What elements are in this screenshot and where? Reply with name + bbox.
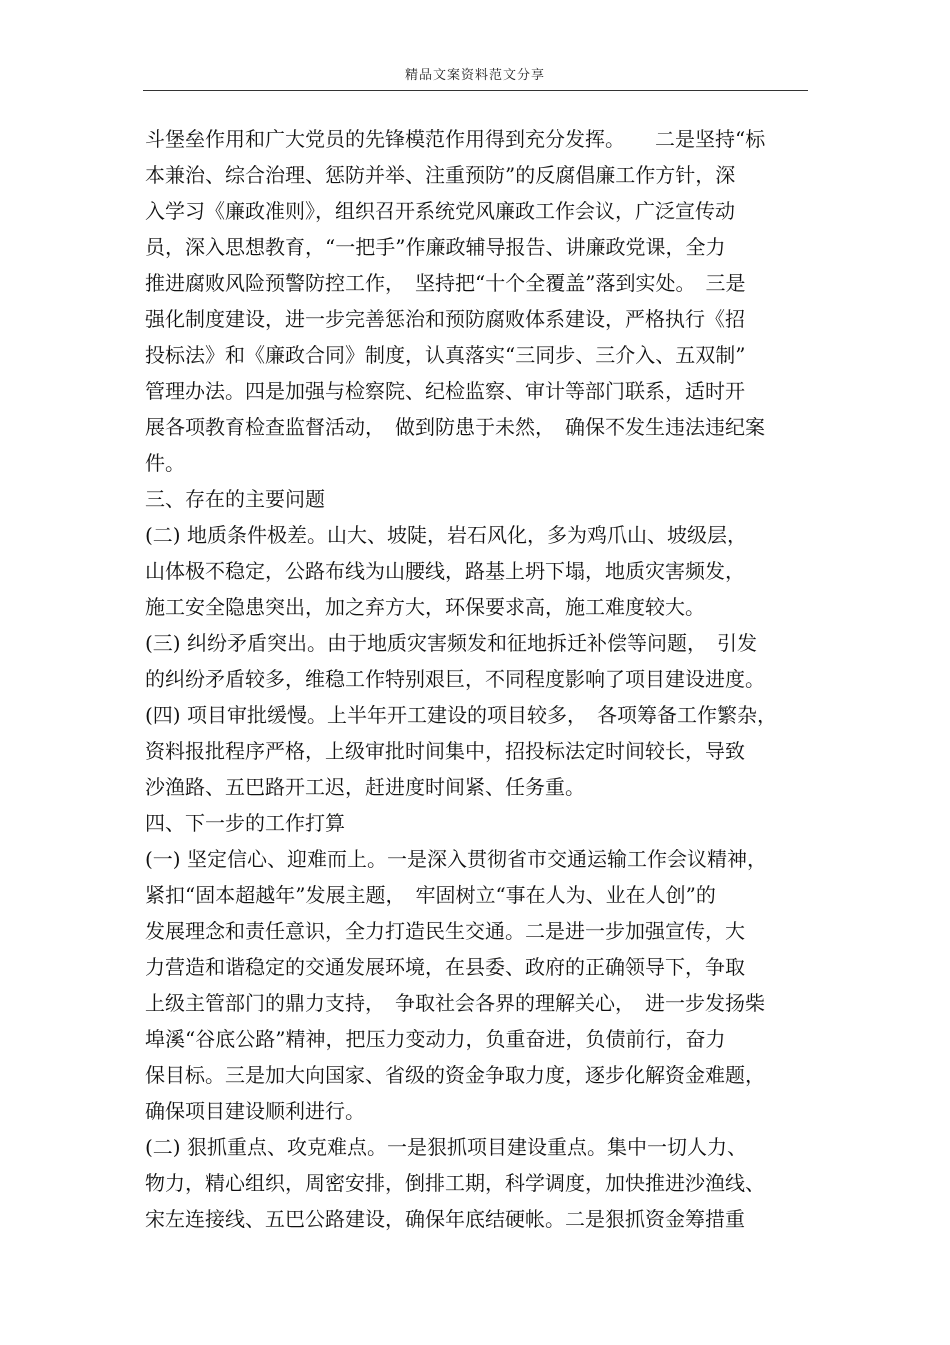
text-line: 本兼治、综合治理、惩防并举、注重预防”的反腐倡廉工作方针，深: [145, 163, 736, 187]
text-line: (三) 纠纷矛盾突出。由于地质灾害频发和征地拆迁补偿等问题， 引发: [145, 631, 757, 655]
text-line: 入学习《廉政准则》，组织召开系统党风廉政工作会议，广泛宣传动: [145, 199, 735, 223]
text-line: 三、存在的主要问题: [145, 487, 325, 511]
text-line: 员，深入思想教育，“一把手”作廉政辅导报告、讲廉政党课，全力: [145, 235, 726, 259]
text-line: 强化制度建设，进一步完善惩治和预防腐败体系建设，严格执行《招: [145, 307, 745, 331]
page-header: 精品文案资料范文分享: [404, 68, 545, 83]
text-line: (二) 地质条件极差。山大、坡陡，岩石风化，多为鸡爪山、坡级层，: [145, 523, 747, 547]
text-line: 保目标。三是加大向国家、省级的资金争取力度，逐步化解资金难题，: [145, 1063, 765, 1087]
text-line: 上级主管部门的鼎力支持， 争取社会各界的理解关心， 进一步发扬柴: [145, 991, 765, 1015]
text-line: 宋左连接线、五巴公路建设，确保年底结硬帐。二是狠抓资金筹措重: [145, 1207, 745, 1231]
document-body: [145, 121, 810, 1237]
text-line: 展各项教育检查监督活动， 做到防患于未然， 确保不发生违法违纪案: [145, 415, 765, 439]
text-line: 斗堡垒作用和广大党员的先锋模范作用得到充分发挥。 二是坚持“标: [145, 127, 766, 151]
header-divider: [143, 90, 808, 91]
text-line: (二) 狠抓重点、攻克难点。一是狠抓项目建设重点。集中一切人力、: [145, 1135, 747, 1159]
text-line: 推进腐败风险预警防控工作， 坚持把“十个全覆盖”落到实处。 三是: [145, 271, 746, 295]
text-line: 的纠纷矛盾较多，维稳工作特别艰巨，不同程度影响了项目建设进度。: [145, 667, 765, 691]
text-line: 件。: [145, 451, 185, 475]
text-line: (四) 项目审批缓慢。上半年开工建设的项目较多， 各项筹备工作繁杂，: [145, 703, 777, 727]
text-line: 物力，精心组织，周密安排，倒排工期，科学调度，加快推进沙渔线、: [145, 1171, 765, 1195]
text-line: (一) 坚定信心、迎难而上。一是深入贯彻省市交通运输工作会议精神，: [145, 847, 767, 871]
text-line: 资料报批程序严格，上级审批时间集中，招投标法定时间较长，导致: [145, 739, 745, 763]
text-line: 发展理念和责任意识，全力打造民生交通。二是进一步加强宣传，大: [145, 919, 745, 943]
text-line: 四、下一步的工作打算: [145, 811, 345, 835]
text-line: 沙渔路、五巴路开工迟，赶进度时间紧、任务重。: [145, 775, 585, 799]
text-line: 紧扣“固本超越年”发展主题， 牢固树立“事在人为、业在人创”的: [145, 883, 716, 907]
text-line: 投标法》和《廉政合同》制度，认真落实“三同步、三介入、五双制”: [145, 343, 746, 367]
text-line: 确保项目建设顺利进行。: [145, 1099, 365, 1123]
text-line: 埠溪“谷底公路”精神，把压力变动力，负重奋进，负债前行，奋力: [145, 1027, 726, 1051]
text-line: 管理办法。四是加强与检察院、纪检监察、审计等部门联系，适时开: [145, 379, 745, 403]
text-line: 施工安全隐患突出，加之弃方大，环保要求高，施工难度较大。: [145, 595, 705, 619]
text-line: 力营造和谐稳定的交通发展环境，在县委、政府的正确领导下，争取: [145, 955, 745, 979]
text-line: 山体极不稳定，公路布线为山腰线，路基上坍下塌，地质灾害频发，: [145, 559, 745, 583]
